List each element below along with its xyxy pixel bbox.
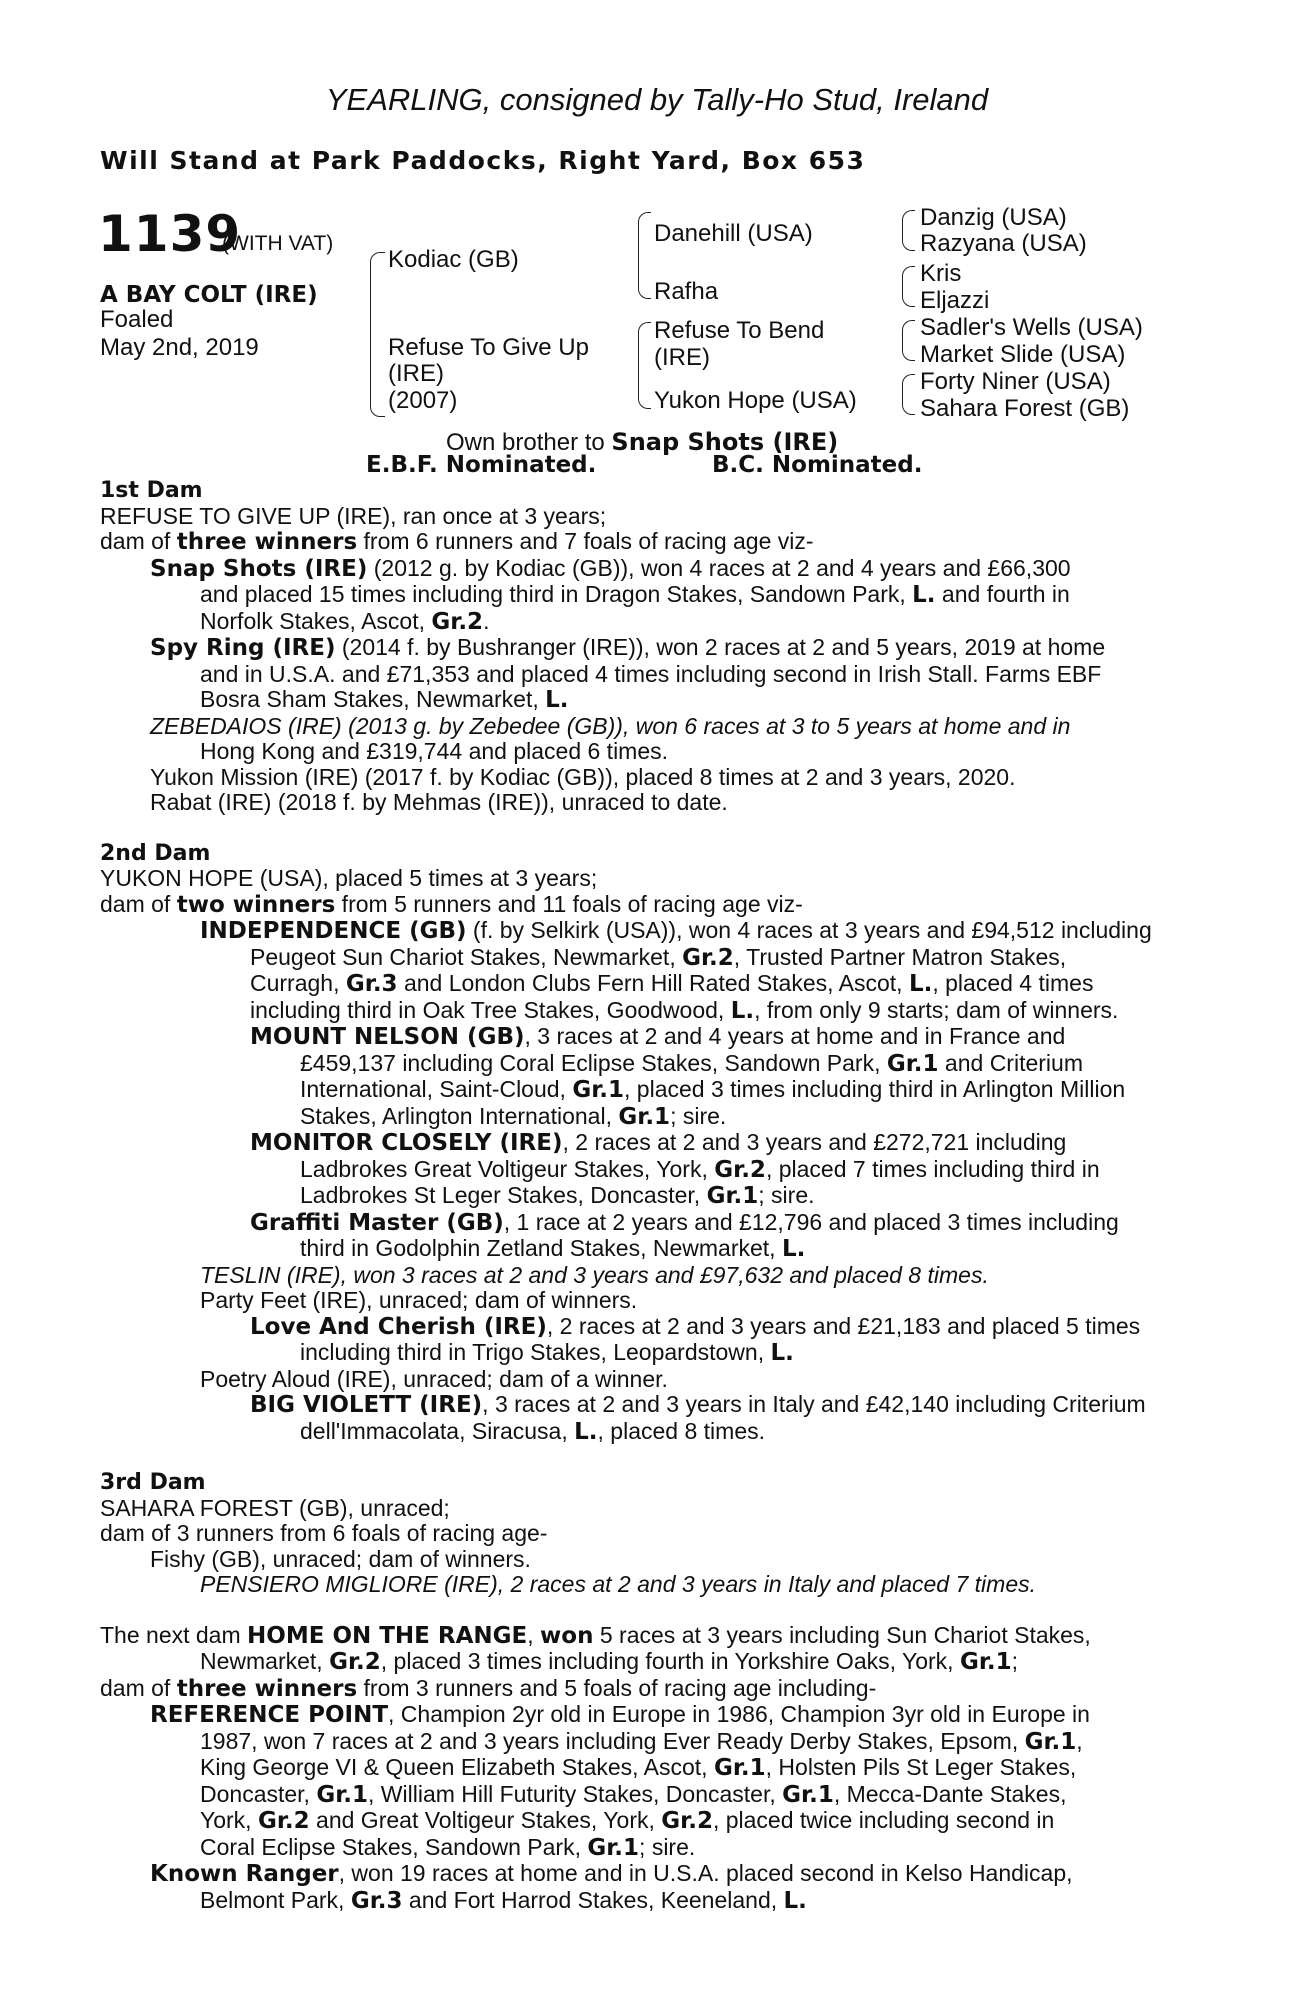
pedigree-dam-sire-country: (IRE)	[654, 344, 710, 371]
produce-entry-cont: Coral Eclipse Stakes, Sandown Park, Gr.1; sire.	[200, 1833, 696, 1861]
first-dam-line: REFUSE TO GIVE UP (IRE), ran once at 3 years;	[100, 502, 607, 529]
produce-entry: BIG VIOLETT (IRE), 3 races at 2 and 3 years in Italy and £42,140 including Criterium	[250, 1391, 1146, 1418]
produce-entry-cont: Ladbrokes Great Voltigeur Stakes, York, Gr.2, placed 7 times including third in	[300, 1155, 1100, 1183]
produce-entry: Rabat (IRE) (2018 f. by Mehmas (IRE)), unraced to date.	[150, 789, 728, 815]
produce-record	[100, 478, 1212, 1914]
second-dam-heading: 2nd Dam	[100, 840, 211, 866]
produce-entry: INDEPENDENCE (GB) (f. by Selkirk (USA)), won 4 races at 3 years and £94,512 including	[200, 917, 1152, 944]
produce-entry: REFERENCE POINT, Champion 2yr old in Europe in 1986, Champion 3yr old in Europe in	[150, 1701, 1090, 1728]
pedigree-brace-g8	[902, 392, 915, 415]
produce-entry-cont: Belmont Park, Gr.3 and Fort Harrod Stakes, Keeneland, L.	[200, 1886, 807, 1914]
produce-entry-cont: York, Gr.2 and Great Voltigeur Stakes, York, Gr.2, placed twice including second in	[200, 1807, 1055, 1834]
pedigree-dam-country: (IRE)	[388, 360, 444, 387]
produce-entry-cont: Doncaster, Gr.1, William Hill Futurity Stakes, Doncaster, Gr.1, Mecca-Dante Stakes,	[200, 1780, 1067, 1808]
produce-entry: Party Feet (IRE), unraced; dam of winners.	[200, 1287, 638, 1313]
foaled-label: Foaled	[100, 306, 174, 333]
pedigree-g8: Sahara Forest (GB)	[920, 395, 1130, 422]
first-dam-heading: 1st Dam	[100, 478, 203, 503]
own-brother-name: Snap Shots (IRE)	[611, 428, 839, 456]
pedigree-brace-sire	[370, 252, 385, 337]
produce-entry: Spy Ring (IRE) (2014 f. by Bushranger (IRE)), won 2 races at 2 and 5 years, 2019 at home	[150, 634, 1106, 661]
produce-entry: Graffiti Master (GB), 1 race at 2 years and £12,796 and placed 3 times including	[250, 1208, 1119, 1236]
produce-entry: Yukon Mission (IRE) (2017 f. by Kodiac (GB)), placed 8 times at 2 and 3 years, 2020.	[150, 763, 1016, 790]
stand-location: Will Stand at Park Paddocks, Right Yard, Box 653	[100, 146, 866, 175]
produce-entry-cont: dell'Immacolata, Siracusa, L., placed 8 times.	[300, 1417, 765, 1445]
pedigree-brace-dam-sire	[638, 322, 651, 363]
pedigree-sire-sire: Danehill (USA)	[654, 220, 813, 247]
third-dam-summary: dam of 3 runners from 6 foals of racing age-	[100, 1520, 548, 1546]
produce-entry-cont: Bosra Sham Stakes, Newmarket, L.	[200, 686, 569, 713]
pedigree-brace-g2	[902, 228, 915, 251]
own-brother-note: Own brother to Snap Shots (IRE)	[446, 428, 839, 456]
produce-entry-cont: 1987, won 7 races at 2 and 3 years including Ever Ready Derby Stakes, Epsom, Gr.1,	[200, 1727, 1083, 1755]
pedigree-sire-dam: Rafha	[654, 278, 719, 305]
produce-entry-cont: and placed 15 times including third in Dragon Stakes, Sandown Park, L. and fourth in	[200, 581, 1070, 608]
produce-entry: ZEBEDAIOS (IRE) (2013 g. by Zebedee (GB)), won 6 races at 3 to 5 years at home and in	[150, 712, 1071, 739]
consignment-line: YEARLING, consigned by Tally-Ho Stud, Ireland	[325, 82, 989, 117]
produce-entry-cont: including third in Trigo Stakes, Leopardstown, L.	[300, 1339, 794, 1366]
third-dam-heading: 3rd Dam	[100, 1470, 206, 1495]
pedigree-brace-g4	[902, 284, 915, 307]
pedigree-g3: Kris	[920, 260, 962, 287]
first-dam-summary: dam of three winners from 6 runners and 7 foals of racing age viz-	[100, 528, 814, 555]
produce-entry-cont: Hong Kong and £319,744 and placed 6 times.	[200, 738, 669, 764]
produce-entry-cont: Peugeot Sun Chariot Stakes, Newmarket, Gr.2, Trusted Partner Matron Stakes,	[250, 943, 1067, 971]
second-dam-summary: dam of two winners from 5 runners and 11 foals of racing age viz-	[100, 890, 803, 918]
pedigree-dam-year: (2007)	[388, 387, 458, 414]
pedigree-brace-g5	[902, 320, 915, 339]
produce-entry-cont: third in Godolphin Zetland Stakes, Newmarket, L.	[300, 1235, 806, 1262]
vat-note: (WITH VAT)	[222, 232, 334, 255]
produce-entry-cont: Ladbrokes St Leger Stakes, Doncaster, Gr.1; sire.	[300, 1182, 815, 1209]
ebf-nomination: E.B.F. Nominated.	[366, 452, 597, 478]
pedigree-dam: Refuse To Give Up	[388, 334, 589, 361]
produce-entry-cont: Curragh, Gr.3 and London Clubs Fern Hill Rated Stakes, Ascot, L., placed 4 times	[250, 970, 1094, 997]
next-dam-line-cont: Newmarket, Gr.2, placed 3 times including fourth in Yorkshire Oaks, York, Gr.1;	[200, 1648, 1019, 1675]
next-dam-line: The next dam HOME ON THE RANGE, won 5 races at 3 years including Sun Chariot Stakes,	[100, 1621, 1091, 1649]
produce-entry-cont: Norfolk Stakes, Ascot, Gr.2.	[200, 607, 490, 635]
pedigree-brace-sire-dam	[638, 252, 651, 299]
produce-entry: PENSIERO MIGLIORE (IRE), 2 races at 2 and 3 years in Italy and placed 7 times.	[200, 1571, 1037, 1597]
produce-entry: Love And Cherish (IRE), 2 races at 2 and 3 years and £21,183 and placed 5 times	[250, 1312, 1141, 1340]
pedigree-brace-dam-dam	[638, 362, 651, 409]
pedigree-dam-dam: Yukon Hope (USA)	[654, 387, 857, 414]
pedigree-brace-g6	[902, 338, 915, 361]
pedigree-g2: Razyana (USA)	[920, 230, 1087, 257]
produce-entry: MOUNT NELSON (GB), 3 races at 2 and 4 years at home and in France and	[250, 1023, 1066, 1050]
pedigree-sire: Kodiac (GB)	[388, 246, 519, 273]
lot-number: 1139	[98, 205, 242, 263]
pedigree-g4: Eljazzi	[920, 287, 990, 314]
pedigree-brace-g3	[902, 266, 915, 285]
produce-entry: Fishy (GB), unraced; dam of winners.	[150, 1545, 531, 1572]
pedigree-g7: Forty Niner (USA)	[920, 368, 1111, 395]
pedigree-g6: Market Slide (USA)	[920, 341, 1126, 368]
produce-entry: Snap Shots (IRE) (2012 g. by Kodiac (GB)), won 4 races at 2 and 4 years and £66,300	[150, 554, 1071, 582]
produce-entry-cont: and in U.S.A. and £71,353 and placed 4 times including second in Irish Stall. Farms EBF	[200, 660, 1102, 687]
produce-entry-cont: £459,137 including Coral Eclipse Stakes, Sandown Park, Gr.1 and Criterium	[300, 1049, 1083, 1077]
second-dam-line: YUKON HOPE (USA), placed 5 times at 3 years;	[100, 865, 598, 891]
produce-entry: TESLIN (IRE), won 3 races at 2 and 3 years and £97,632 and placed 8 times.	[200, 1261, 989, 1288]
pedigree-dam-sire: Refuse To Bend	[654, 317, 825, 344]
pedigree-brace-sire-sire	[638, 212, 651, 253]
produce-entry-cont: King George VI & Queen Elizabeth Stakes, Ascot, Gr.1, Holsten Pils St Leger Stakes,	[200, 1754, 1077, 1781]
horse-name: A BAY COLT (IRE)	[100, 282, 318, 308]
produce-entry: Known Ranger, won 19 races at home and in U.S.A. placed second in Kelso Handicap,	[150, 1860, 1073, 1887]
produce-entry-cont: International, Saint-Cloud, Gr.1, placed 3 times including third in Arlington Million	[300, 1076, 1126, 1103]
pedigree-g5: Sadler's Wells (USA)	[920, 314, 1143, 341]
produce-entry-cont: Stakes, Arlington International, Gr.1; sire.	[300, 1102, 727, 1130]
third-dam-line: SAHARA FOREST (GB), unraced;	[100, 1494, 450, 1521]
pedigree-brace-g7	[902, 374, 915, 393]
produce-entry: Poetry Aloud (IRE), unraced; dam of a winner.	[200, 1365, 668, 1392]
pedigree-brace-g1	[902, 210, 915, 229]
next-dam-summary: dam of three winners from 3 runners and 5 foals of racing age including-	[100, 1674, 877, 1702]
bc-nomination: B.C. Nominated.	[712, 452, 923, 478]
pedigree-g1: Danzig (USA)	[920, 204, 1067, 231]
produce-entry-cont: including third in Oak Tree Stakes, Goodwood, L., from only 9 starts; dam of winners.	[250, 996, 1119, 1024]
produce-entry: MONITOR CLOSELY (IRE), 2 races at 2 and 3 years and £272,721 including	[250, 1129, 1067, 1156]
foaled-date: May 2nd, 2019	[100, 334, 259, 361]
pedigree-brace-dam	[370, 336, 385, 417]
